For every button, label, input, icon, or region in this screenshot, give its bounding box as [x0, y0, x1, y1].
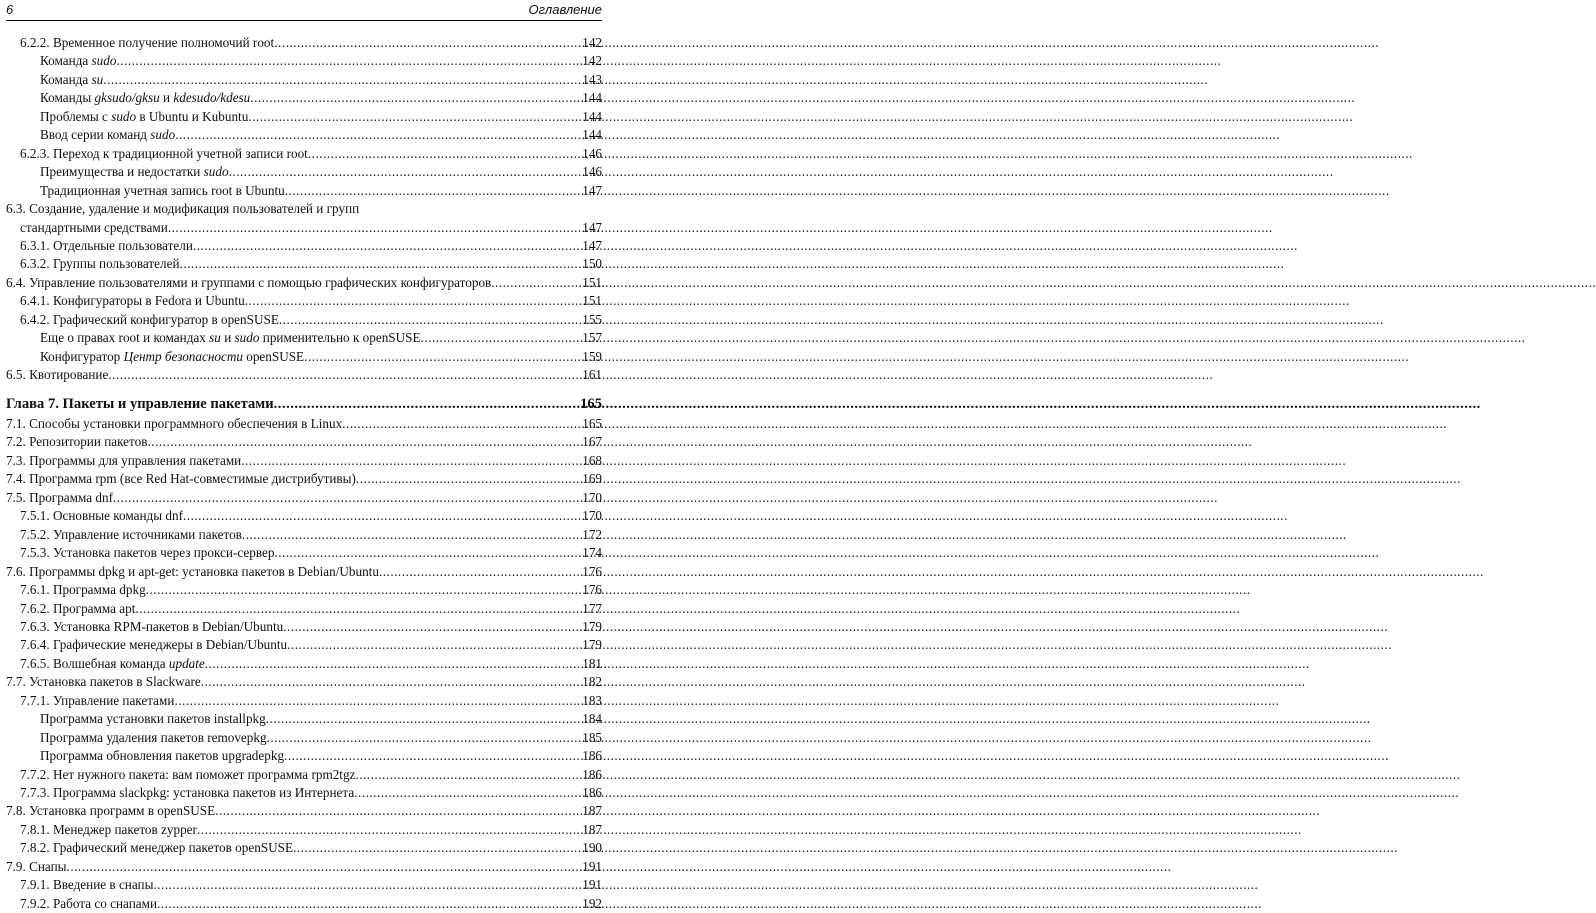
page-ref: 146	[582, 164, 602, 180]
page-ref: 165	[580, 395, 602, 412]
toc-entry	[20, 311, 602, 329]
page-ref: 147	[582, 219, 602, 235]
entry-title: 7.8.1. Менеджер пакетов zypper	[20, 821, 197, 837]
entry-title: 7.5.3. Установка пакетов через прокси-сервер	[20, 545, 275, 561]
toc-entry	[40, 126, 602, 144]
entry-title: 6.5. Квотирование	[6, 367, 109, 383]
entry-title: 7.7.2. Нет нужного пакета: вам поможет программа rpm2tgz	[20, 766, 356, 782]
toc-entry	[6, 200, 602, 218]
dot-leader	[342, 415, 581, 433]
entry-title: 7.7.3. Программа slackpkg: установка пакетов из Интернета	[20, 785, 355, 800]
entry-title: 7.3. Программы для управления пакетами	[6, 452, 242, 468]
entry-title: 7.5. Программа dnf	[6, 489, 113, 505]
dot-leader	[135, 600, 581, 618]
page-header	[6, 2, 602, 21]
page-ref: 179	[582, 637, 602, 653]
toc-entry	[6, 489, 602, 507]
page-ref: 170	[582, 489, 602, 505]
entry-title: 7.9. Снапы	[6, 858, 67, 874]
entry-title: Традиционная учетная запись root в Ubuntu	[40, 182, 285, 198]
toc-entry	[6, 563, 602, 581]
dot-leader	[266, 710, 581, 728]
entry-title: Глава 7. Пакеты и управление пакетами	[6, 395, 274, 412]
entry-title: Программа установки пакетов installpkg	[40, 711, 266, 727]
dot-leader	[168, 219, 581, 237]
toc-entry	[20, 618, 602, 636]
dot-leader	[304, 348, 581, 366]
dot-leader	[103, 71, 581, 89]
page-ref: 168	[582, 452, 602, 468]
dot-leader	[274, 395, 579, 413]
page-ref: 192	[582, 895, 602, 911]
toc-entry	[40, 729, 602, 747]
page-ref: 161	[582, 367, 602, 383]
dot-leader	[267, 729, 582, 747]
entry-title: 7.7.1. Управление пакетами	[20, 692, 175, 708]
dot-leader	[242, 526, 581, 544]
toc-entry	[20, 255, 602, 273]
entry-title: 7.2. Репозитории пакетов	[6, 434, 148, 450]
page-ref: 179	[582, 618, 602, 634]
dot-leader	[205, 655, 581, 673]
page-ref: 170	[582, 508, 602, 524]
entry-title: Еще о правах root и командах su и sudo применительно к openSUSE	[40, 330, 421, 346]
page-ref: 183	[582, 692, 602, 708]
page-ref: 144	[582, 127, 602, 143]
page-ref: 172	[582, 526, 602, 542]
toc-entry	[20, 526, 602, 544]
dot-leader	[356, 470, 581, 488]
page-ref: 187	[582, 821, 602, 837]
page-ref: 181	[582, 655, 602, 671]
page-ref: 151	[582, 274, 602, 290]
dot-leader	[355, 766, 581, 784]
dot-leader	[215, 802, 581, 820]
toc-entry	[20, 237, 602, 255]
toc-entry	[6, 415, 602, 433]
toc-entry	[20, 692, 602, 710]
dot-leader	[250, 89, 581, 107]
toc-entry	[40, 710, 602, 728]
toc-entry	[40, 163, 602, 181]
dot-leader	[201, 673, 582, 691]
dot-leader	[279, 311, 581, 329]
dot-leader	[116, 52, 581, 70]
toc-entry	[20, 145, 602, 163]
entry-title: 6.4. Управление пользователями и группами с помощью графических конфигураторов	[6, 274, 492, 290]
toc-entry	[6, 366, 602, 384]
dot-leader	[248, 108, 581, 126]
chapter-entry	[6, 395, 602, 413]
entry-title: стандартными средствами	[20, 219, 168, 235]
toc-entry	[20, 784, 602, 802]
toc-entry	[20, 655, 602, 673]
dot-leader	[175, 126, 581, 144]
dot-leader	[157, 895, 581, 913]
page-ref: 143	[582, 71, 602, 87]
dot-leader	[285, 182, 582, 200]
page-ref: 187	[582, 803, 602, 819]
toc-entry	[20, 895, 602, 913]
page-ref: 190	[582, 840, 602, 856]
page-ref: 157	[582, 330, 602, 346]
running-title: Оглавление	[528, 2, 602, 17]
entry-title: 7.8.2. Графический менеджер пакетов openSUSE	[20, 840, 294, 856]
entry-title: Команда sudo	[40, 53, 117, 69]
page-ref: 144	[582, 90, 602, 106]
page-ref: 146	[582, 145, 602, 161]
entry-title: Команды gksudo/gksu и kdesudo/kdesu	[40, 90, 251, 106]
entry-title: 7.6.3. Установка RPM-пакетов в Debian/Ubuntu	[20, 618, 284, 634]
entry-title: 6.3.1. Отдельные пользователи	[20, 237, 193, 253]
dot-leader	[274, 34, 581, 52]
toc-entry	[20, 821, 602, 839]
toc-entry	[40, 747, 602, 765]
toc-entry	[20, 544, 602, 562]
dot-leader	[379, 563, 581, 581]
toc-entry	[40, 52, 602, 70]
page-ref: 176	[582, 563, 602, 579]
page-ref: 147	[582, 182, 602, 198]
page-ref: 142	[582, 35, 602, 50]
page-ref: 151	[582, 293, 602, 309]
page-ref: 182	[582, 674, 602, 690]
toc-entry	[20, 292, 602, 310]
page-ref: 191	[582, 877, 602, 893]
entry-title: 7.5.1. Основные команды dnf	[20, 508, 183, 524]
page-ref: 177	[582, 600, 602, 616]
page-ref: 167	[582, 434, 602, 450]
dot-leader	[491, 274, 581, 292]
dot-leader	[174, 692, 581, 710]
toc-entry	[40, 71, 602, 89]
entry-title: 6.3. Создание, удаление и модификация пользователей и групп	[6, 201, 360, 217]
entry-title: 7.1. Способы установки программного обеспечения в Linux	[6, 416, 343, 431]
toc-entry	[6, 673, 602, 691]
page-ref: 186	[582, 748, 602, 764]
dot-leader	[146, 581, 582, 599]
entry-title: Ввод серии команд sudo	[40, 127, 176, 143]
entry-title: 7.5.2. Управление источниками пакетов	[20, 526, 242, 542]
dot-leader	[287, 636, 581, 654]
page-ref: 191	[582, 858, 602, 874]
dot-leader	[241, 452, 581, 470]
page-ref: 159	[582, 348, 602, 364]
entry-title: 6.3.2. Группы пользователей	[20, 256, 180, 272]
dot-leader	[421, 329, 582, 347]
entry-title: 7.6.4. Графические менеджеры в Debian/Ubuntu	[20, 637, 288, 653]
page-ref: 155	[582, 311, 602, 327]
entry-title: Преимущества и недостатки sudo	[40, 164, 229, 180]
entry-title: Программа удаления пакетов removepkg	[40, 729, 267, 745]
toc-entry	[6, 470, 602, 488]
dot-leader	[284, 747, 581, 765]
dot-leader	[67, 858, 582, 876]
toc-entry	[6, 858, 602, 876]
toc-entry	[40, 89, 602, 107]
toc-entry	[40, 108, 602, 126]
entry-title: Проблемы с sudo в Ubuntu и Kubuntu	[40, 108, 249, 124]
dot-leader	[274, 544, 581, 562]
toc-entry	[6, 802, 602, 820]
entry-title: 7.6. Программы dpkg и apt-get: установка пакетов в Debian/Ubuntu	[6, 563, 379, 579]
dot-leader	[293, 839, 581, 857]
dot-leader	[153, 876, 581, 894]
page-ref: 147	[582, 237, 602, 253]
page-ref: 176	[582, 582, 602, 598]
dot-leader	[308, 145, 581, 163]
dot-leader	[283, 618, 581, 636]
entry-title: Команда su	[40, 71, 104, 87]
toc-entry	[20, 876, 602, 894]
toc-entry	[6, 452, 602, 470]
page-ref: 184	[582, 711, 602, 727]
dot-leader	[183, 507, 581, 525]
dot-leader	[245, 292, 581, 310]
entry-title: 7.6.1. Программа dpkg	[20, 582, 146, 598]
entry-title: 6.4.1. Конфигураторы в Fedora и Ubuntu	[20, 293, 245, 309]
toc-entry	[20, 34, 602, 52]
page-ref: 174	[582, 545, 602, 561]
toc-entry	[20, 581, 602, 599]
dot-leader	[354, 784, 581, 802]
entry-title: 7.6.2. Программа apt	[20, 600, 136, 616]
toc-entry	[20, 766, 602, 784]
dot-leader	[180, 255, 582, 273]
dot-leader	[108, 366, 581, 384]
entry-title: 6.2.3. Переход к традиционной учетной записи root	[20, 145, 308, 161]
page-ref: 186	[582, 766, 602, 782]
page-ref: 144	[582, 108, 602, 124]
dot-leader	[113, 489, 581, 507]
entry-title: 6.4.2. Графический конфигуратор в openSUSE	[20, 311, 279, 327]
toc-entry	[20, 636, 602, 654]
dot-leader	[147, 433, 581, 451]
page-ref: 165	[582, 416, 602, 431]
toc-entry	[6, 433, 602, 451]
page-ref: 142	[582, 53, 602, 69]
dot-leader	[229, 163, 582, 181]
entry-title: 7.7. Установка пакетов в Slackware	[6, 674, 201, 690]
entry-title: 7.4. Программа rpm (все Red Hat-совместимые дистрибутивы)	[6, 471, 356, 487]
toc-entry	[20, 219, 602, 237]
entry-title: Конфигуратор Центр безопасности openSUSE	[40, 348, 305, 364]
page-ref: 186	[582, 785, 602, 800]
toc-entry	[20, 600, 602, 618]
page-ref: 185	[582, 729, 602, 745]
page-ref: 150	[582, 256, 602, 272]
toc-entry	[6, 274, 602, 292]
toc-entry	[20, 839, 602, 857]
page-number: 6	[6, 2, 14, 17]
dot-leader	[193, 237, 581, 255]
toc-entry	[20, 507, 602, 525]
toc-entry	[40, 182, 602, 200]
page-ref: 169	[582, 471, 602, 487]
entry-title: Программа обновления пакетов upgradepkg	[40, 748, 285, 764]
entry-title: 7.9.1. Введение в снапы	[20, 877, 154, 893]
toc-entry	[40, 348, 602, 366]
entry-title: 7.6.5. Волшебная команда update	[20, 655, 205, 671]
toc-entry	[40, 329, 602, 347]
dot-leader	[197, 821, 581, 839]
entry-title: 7.9.2. Работа со снапами	[20, 895, 158, 911]
entry-title: 6.2.2. Временное получение полномочий root	[20, 35, 275, 50]
entry-title: 7.8. Установка программ в openSUSE	[6, 803, 216, 819]
